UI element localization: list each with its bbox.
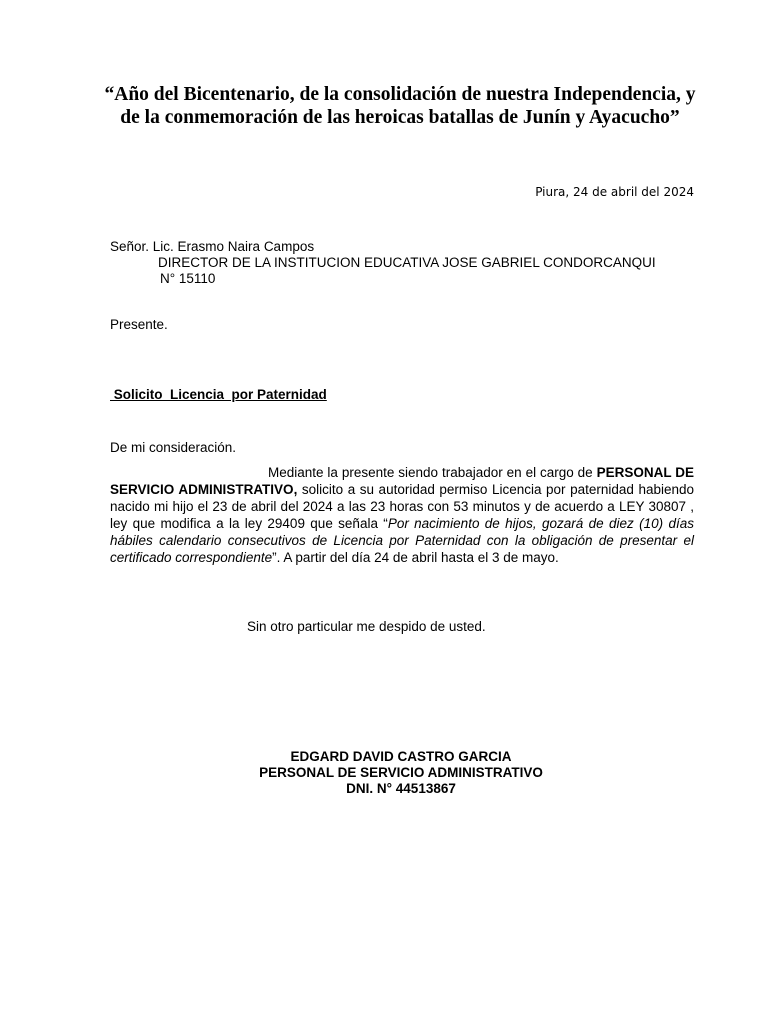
greeting: De mi consideración. — [110, 440, 237, 455]
recipient-title: DIRECTOR DE LA INSTITUCION EDUCATIVA JOSE GABRIEL CONDORCANQUI — [158, 255, 656, 270]
signer-dni: DNI. N° 44513867 — [346, 781, 456, 796]
recipient-number: N° 15110 — [160, 271, 216, 286]
body-role: PERSONAL DE SERVICIO ADMINISTRATIVO, — [110, 465, 694, 497]
presente-label: Presente. — [110, 317, 168, 332]
farewell: Sin otro particular me despido de usted. — [247, 619, 486, 634]
body-law-quote: Por nacimiento de hijos, gozará de diez (10) días hábiles calendario consecutivos de Licencia por Paternidad con la obligación de presentar el certificado correspondiente — [110, 516, 695, 565]
body-part-3: ”. A partir del día 24 de abril hasta el 3 de mayo. — [272, 550, 559, 565]
body-part-1: Mediante la presente siendo trabajador en el cargo de — [268, 465, 597, 480]
year-title: “Año del Bicentenario, de la consolidación de nuestra Independencia, y de la conmemoración de las heroicas batallas de Junín y Ayacucho” — [104, 84, 696, 128]
signature-block — [200, 749, 602, 797]
recipient-block — [110, 239, 656, 287]
body-paragraph — [110, 464, 694, 566]
signer-position: PERSONAL DE SERVICIO ADMINISTRATIVO — [259, 765, 543, 780]
signer-name: EDGARD DAVID CASTRO GARCIA — [290, 749, 512, 764]
subject-line: Solicito Licencia por Paternidad — [110, 387, 327, 402]
letter-date: Piura, 24 de abril del 2024 — [535, 185, 694, 199]
recipient-name: Señor. Lic. Erasmo Naira Campos — [110, 239, 315, 254]
body-part-2: solicito a su autoridad permiso Licencia por paternidad habiendo nacido mi hijo el 23 de abril del 2024 a las 23 horas con 53 minutos y de acuerdo a LEY 30807 , ley que modifica a la ley 29409 que señala “ — [110, 482, 695, 531]
